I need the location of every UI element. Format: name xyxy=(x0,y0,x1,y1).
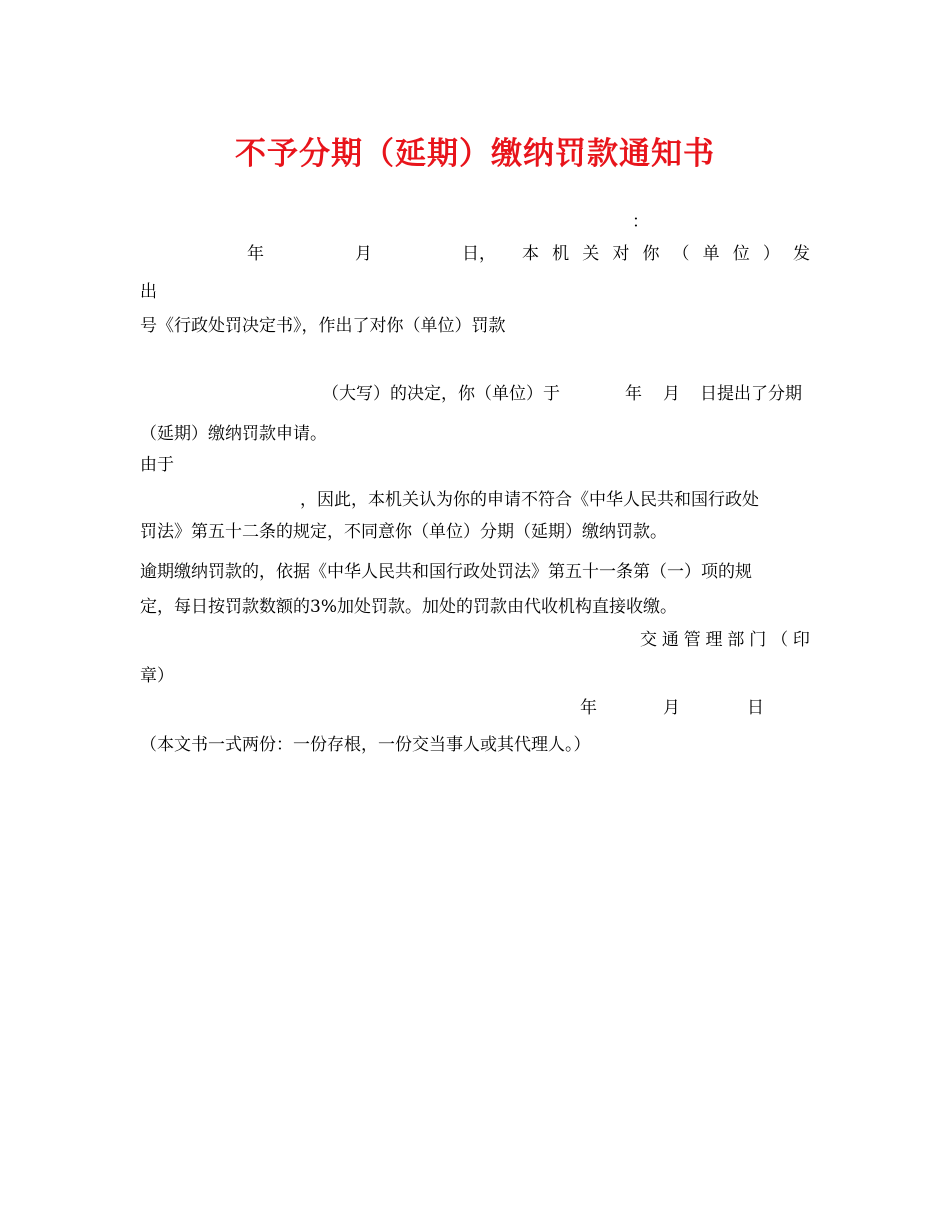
addressee-colon: ： xyxy=(632,212,649,232)
signature-year: 年 xyxy=(580,698,597,718)
line1-day: 日， xyxy=(462,244,496,264)
signature-char: 部 xyxy=(727,630,745,650)
line1-char: 你 xyxy=(642,244,660,264)
line1-char: 关 xyxy=(582,244,600,264)
signature-seal-wrap: 章） xyxy=(140,666,174,686)
signature-month: 月 xyxy=(663,698,680,718)
document-title: 不予分期（延期）缴纳罚款通知书 xyxy=(235,136,715,172)
signature-char: 管 xyxy=(683,630,701,650)
line4-text-part2: 日提出了分期 xyxy=(700,384,802,404)
line1-char: 机 xyxy=(552,244,570,264)
line8-text: 罚法》第五十二条的规定，不同意你（单位）分期（延期）缴纳罚款。 xyxy=(140,522,667,542)
line1-char: ） xyxy=(762,244,780,264)
line1-char: 本 xyxy=(522,244,539,264)
line1-justified-text xyxy=(522,244,810,264)
signature-char: 通 xyxy=(661,630,679,650)
signature-day: 日 xyxy=(747,698,764,718)
signature-char: （ xyxy=(771,630,789,650)
line1-year: 年 xyxy=(247,244,264,264)
line4-year: 年 xyxy=(625,384,642,404)
line7-text: ，因此，本机关认为你的申请不符合《中华人民共和国行政处 xyxy=(300,490,759,510)
line6-text: 由于 xyxy=(140,455,174,475)
line1-char: 发 xyxy=(792,244,810,264)
signature-char: 理 xyxy=(705,630,723,650)
line1-char: 位 xyxy=(732,244,750,264)
line1-char: （ xyxy=(672,244,690,264)
signature-char: 门 xyxy=(749,630,767,650)
signature-authority xyxy=(640,630,810,650)
line4-text-part1: （大写）的决定，你（单位）于 xyxy=(322,384,560,404)
footnote: （本文书一式两份：一份存根，一份交当事人或其代理人。） xyxy=(140,735,591,755)
line1-char: 单 xyxy=(702,244,720,264)
signature-char: 交 xyxy=(640,630,657,650)
line2-text: 出 xyxy=(140,282,157,302)
line1-month: 月 xyxy=(355,244,372,264)
line10-text: 定，每日按罚款数额的3%加处罚款。加处的罚款由代收机构直接收缴。 xyxy=(140,597,677,617)
line1-char: 对 xyxy=(612,244,630,264)
line3-text: 号《行政处罚决定书》，作出了对你（单位）罚款 xyxy=(140,316,506,336)
line5-text: （延期）缴纳罚款申请。 xyxy=(140,424,327,444)
line9-text: 逾期缴纳罚款的，依据《中华人民共和国行政处罚法》第五十一条第（一）项的规 xyxy=(140,562,752,582)
signature-char: 印 xyxy=(792,630,810,650)
line4-month: 月 xyxy=(663,384,680,404)
